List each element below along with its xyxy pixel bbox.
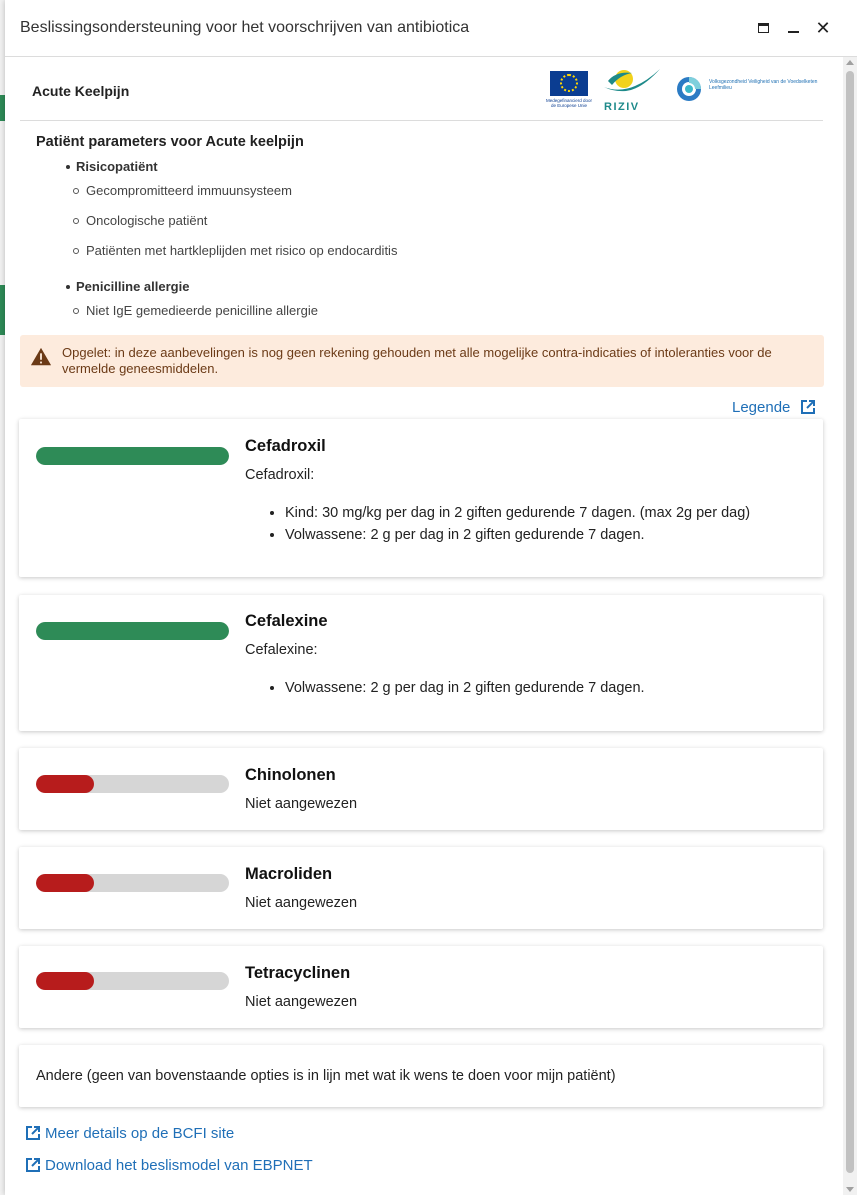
ebpnet-link-label: Download het beslismodel van EBPNET	[45, 1156, 313, 1174]
riziv-logo	[602, 67, 662, 115]
vertical-scrollbar[interactable]	[843, 57, 857, 1195]
health-ministry-emblem-icon	[675, 75, 703, 103]
dosage-item: • Volwassene: 2 g per dag in 2 giften gedurende 7 dagen.	[285, 677, 645, 699]
recommendation-bar-fill	[36, 775, 94, 793]
option-subtitle: Cefadroxil:	[245, 467, 315, 483]
option-card-cefalexine[interactable]	[19, 595, 823, 731]
recommendation-bar-fill	[36, 447, 229, 465]
health-ministry-text: Volksgezondheid Veiligheid van de Voedselketen Leefmilieu	[709, 79, 818, 91]
parameter-item: Gecompromitteerd immuunsysteem	[76, 176, 816, 206]
minimize-button[interactable]	[783, 18, 803, 38]
parameter-item: Patiënten met hartkleplijden met risico op endocarditis	[76, 236, 816, 266]
warning-banner	[20, 335, 824, 387]
close-icon: ✕	[815, 17, 831, 38]
parameters-title: Patiënt parameters voor Acute keelpijn	[36, 134, 304, 150]
recommendation-bar-fill	[36, 972, 94, 990]
option-name: Macroliden	[245, 865, 333, 883]
scroll-up-icon[interactable]	[846, 60, 854, 65]
maximize-icon	[758, 23, 769, 33]
external-link-icon	[23, 1123, 43, 1143]
option-name: Chinolonen	[245, 766, 336, 784]
dosage-item: • Kind: 30 mg/kg per dag in 2 giften gedurende 7 dagen. (max 2g per dag)	[285, 502, 750, 524]
title-bar	[5, 0, 857, 57]
option-subtitle: Niet aangewezen	[245, 994, 358, 1010]
dialog-window	[5, 0, 857, 1195]
option-subtitle: Cefalexine:	[245, 642, 318, 658]
external-link-icon	[798, 397, 818, 417]
parameter-item: Oncologische patiënt	[76, 206, 816, 236]
other-option-text: Andere (geen van bovenstaande opties is in lijn met wat ik wens te doen voor mijn patiënt)	[36, 1068, 616, 1084]
dialog-content	[5, 57, 843, 1195]
riziv-wordmark: RIZIV	[604, 101, 640, 113]
parameter-group	[36, 158, 816, 266]
bcfi-link[interactable]	[23, 1123, 234, 1143]
warning-text: Opgelet: in deze aanbevelingen is nog geen rekening gehouden met alle mogelijke contra-indicaties of intoleranties voor de vermelde geneesmiddelen.	[62, 345, 772, 376]
recommendation-bar	[36, 447, 229, 465]
close-button[interactable]	[813, 18, 833, 38]
option-card-macroliden[interactable]	[19, 847, 823, 929]
scroll-down-icon[interactable]	[846, 1187, 854, 1192]
recommendation-bar	[36, 972, 229, 990]
condition-title: Acute Keelpijn	[32, 83, 130, 99]
eu-logo	[545, 71, 593, 108]
option-subtitle: Niet aangewezen	[245, 796, 358, 812]
legend-label: Legende	[732, 398, 791, 416]
recommendation-bar-fill	[36, 874, 94, 892]
parameter-item: Niet IgE gemedieerde penicilline allergie	[76, 296, 816, 326]
bcfi-link-label: Meer details op de BCFI site	[45, 1124, 235, 1142]
health-ministry-logo	[675, 75, 825, 107]
dosage-list	[285, 502, 750, 546]
option-name: Cefalexine	[245, 612, 328, 630]
option-name: Tetracyclinen	[245, 964, 351, 982]
parameter-group	[36, 278, 816, 326]
other-option-card[interactable]	[19, 1045, 823, 1107]
recommendation-bar	[36, 874, 229, 892]
parameter-group-title: Penicilline allergie	[76, 278, 816, 296]
window-title: Beslissingsondersteuning voor het voorschrijven van antibiotica	[20, 19, 470, 36]
legend-link[interactable]	[732, 397, 818, 417]
dosage-list	[285, 677, 645, 699]
condition-header	[20, 57, 823, 121]
option-card-chinolonen[interactable]	[19, 748, 823, 830]
eu-flag-icon	[550, 71, 588, 96]
dosage-item: • Volwassene: 2 g per dag in 2 giften gedurende 7 dagen.	[285, 524, 750, 546]
parameter-group-title: Risicopatiënt	[76, 158, 816, 176]
patient-parameters	[36, 134, 816, 326]
option-name: Cefadroxil	[245, 437, 326, 455]
option-subtitle: Niet aangewezen	[245, 895, 358, 911]
recommendation-bar-fill	[36, 622, 229, 640]
riziv-emblem-icon	[602, 67, 662, 101]
recommendation-bar	[36, 775, 229, 793]
minimize-icon	[788, 31, 799, 33]
ebpnet-download-link[interactable]	[23, 1155, 313, 1175]
maximize-button[interactable]	[753, 18, 773, 38]
warning-icon	[30, 346, 52, 368]
eu-caption: Medegefinancierd door de Europese Unie	[545, 98, 593, 108]
external-link-icon	[23, 1155, 43, 1175]
recommendation-bar	[36, 622, 229, 640]
option-card-tetracyclinen[interactable]	[19, 946, 823, 1028]
option-card-cefadroxil[interactable]	[19, 419, 823, 577]
scrollbar-thumb[interactable]	[846, 71, 854, 1173]
logo-strip	[545, 67, 825, 115]
